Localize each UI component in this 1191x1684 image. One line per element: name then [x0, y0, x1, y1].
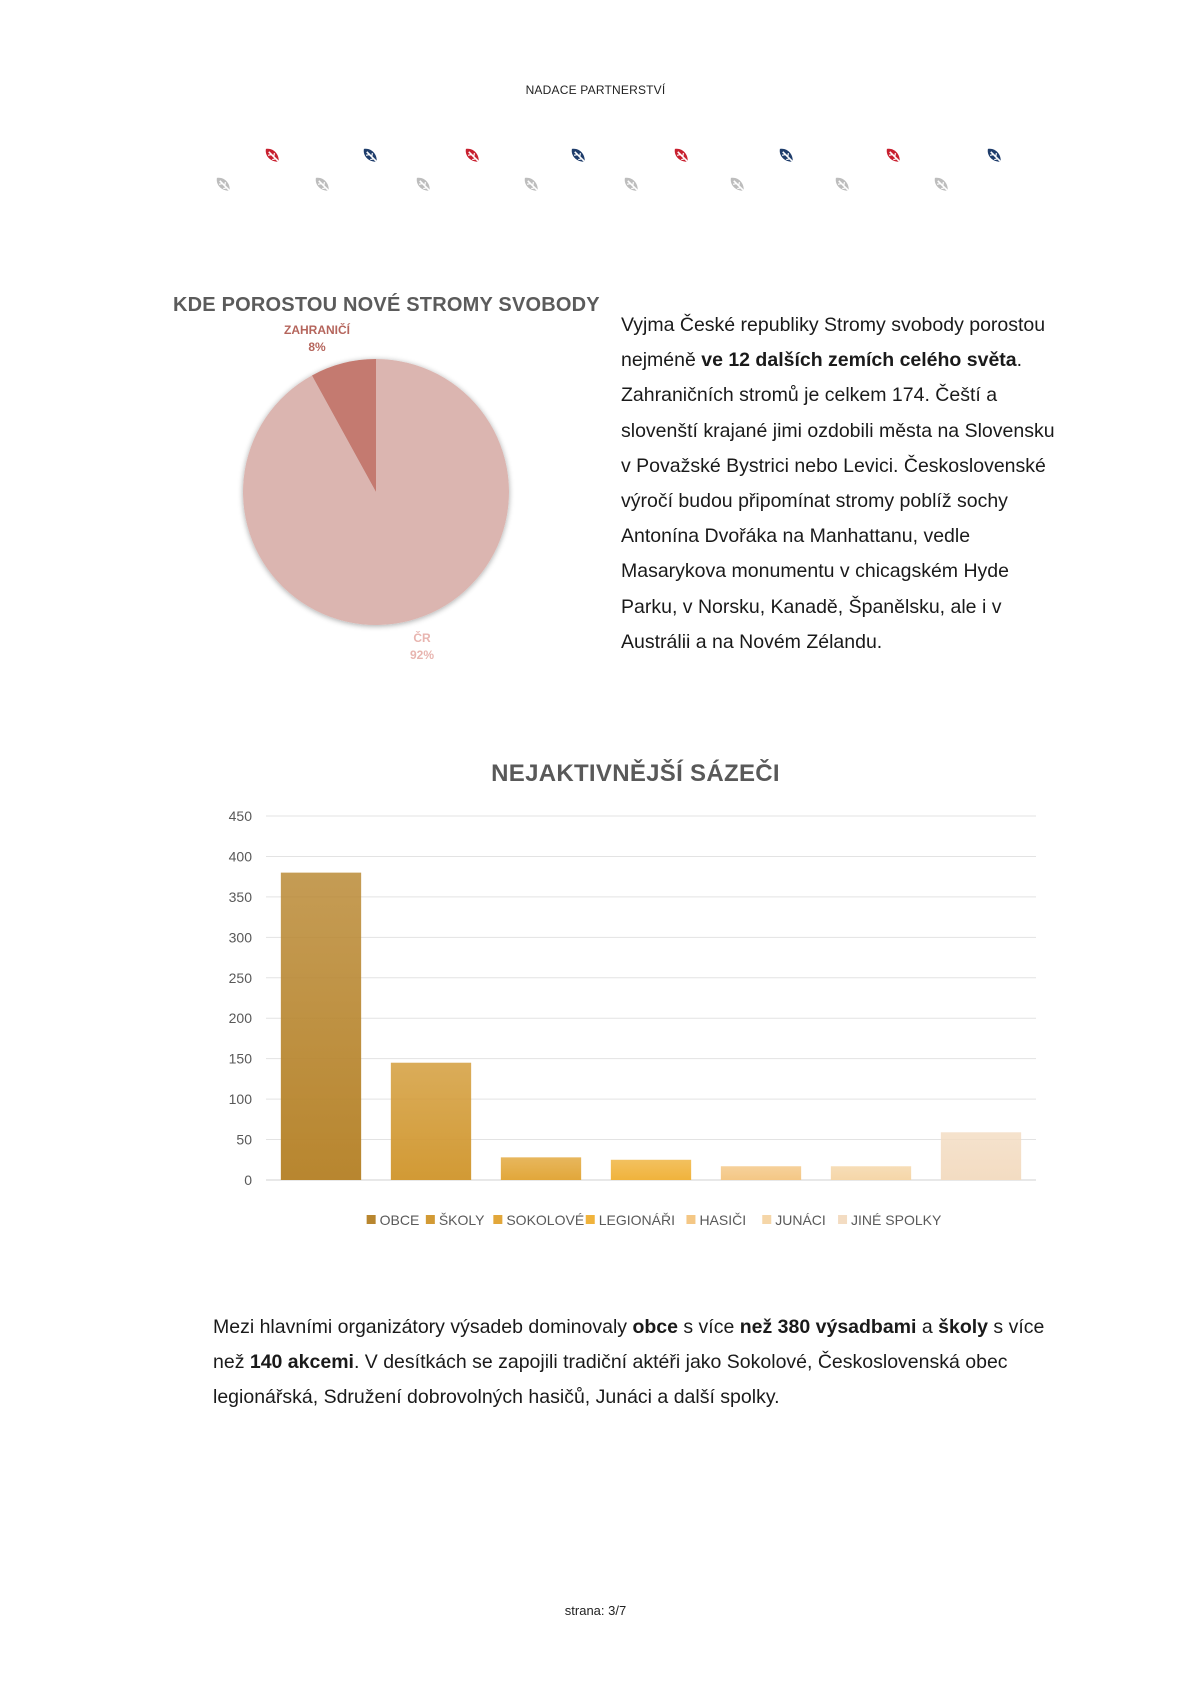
bottom-text-2: s více: [677, 1316, 740, 1338]
legend-swatch: [586, 1215, 595, 1224]
pie-label-cr-pct: 92%: [409, 648, 435, 662]
leaf-icon: [931, 174, 953, 196]
y-tick-label: 50: [236, 1131, 252, 1148]
y-tick-label: 250: [228, 969, 252, 986]
pie-label-abroad-pct: 8%: [308, 340, 326, 354]
bar-junáci: [831, 1166, 911, 1180]
pie-slice-1: [243, 359, 509, 625]
bar-chart-title: NEJAKTIVNĚJŠÍ SÁZEČI: [491, 760, 780, 787]
bottom-paragraph: [213, 1310, 1073, 1416]
legend-swatch: [426, 1215, 435, 1224]
bar-hasiči: [721, 1166, 801, 1180]
bottom-bold-3: školy: [938, 1316, 988, 1338]
pie-label-cr: [402, 630, 442, 664]
bar-školy: [391, 1063, 471, 1180]
legend-label: HASIČI: [699, 1212, 747, 1228]
leaf-icon: [727, 174, 749, 196]
y-tick-label: 300: [228, 929, 252, 946]
y-tick-label: 450: [228, 808, 252, 824]
bottom-bold-2: než 380 výsadbami: [739, 1316, 917, 1338]
legend-label: SOKOLOVÉ: [506, 1212, 585, 1228]
bar-obce: [281, 873, 361, 1180]
bar-sokolové: [501, 1157, 581, 1180]
bottom-bold-4: 140 akcemi: [249, 1351, 354, 1374]
legend-label: JUNÁCI: [775, 1212, 826, 1228]
legend-label: ŠKOLY: [438, 1212, 485, 1228]
legend-label: OBCE: [379, 1212, 420, 1228]
pie-chart-title: KDE POROSTOU NOVÉ STROMY SVOBODY: [173, 294, 600, 316]
leaf-icon: [776, 145, 798, 167]
bar-chart: [200, 800, 1060, 1240]
pie-chart: [240, 356, 512, 628]
legend-label: JINÉ SPOLKY: [851, 1212, 942, 1228]
pie-label-abroad: [272, 322, 362, 356]
side-paragraph: [621, 308, 1061, 660]
legend-swatch: [686, 1215, 695, 1224]
y-tick-label: 150: [228, 1050, 252, 1067]
y-tick-label: 350: [228, 888, 252, 905]
y-tick-label: 400: [228, 848, 252, 865]
legend-label: LEGIONÁŘI: [598, 1212, 675, 1228]
legend-swatch: [493, 1215, 502, 1224]
bottom-bold-1: obce: [632, 1316, 678, 1338]
leaf-icon: [832, 174, 854, 196]
bottom-text-5: . V desítkách se zapojili tradiční aktéři jako Sokolové, Československá obec legionářská, Sdružení dobrovolných hasičů, Junáci a další spolky.: [213, 1351, 1008, 1409]
leaf-icon: [671, 145, 693, 167]
header-org: NADACE PARTNERSTVÍ: [525, 83, 666, 97]
legend-swatch: [762, 1215, 771, 1224]
bottom-text-4: s více než: [213, 1316, 1045, 1374]
leaf-icon: [521, 174, 543, 196]
pie-label-abroad-name: ZAHRANIČÍ: [284, 323, 350, 337]
y-tick-label: 200: [228, 1010, 252, 1027]
pie-label-cr-name: ČR: [413, 631, 431, 645]
y-tick-label: 100: [228, 1091, 252, 1108]
side-text-2: . Zahraničních stromů je celkem 174. Čeští a slovenští krajané jimi ozdobili města na Slovensku v Považské Bystrici nebo Levici. Československé výročí budou připomínat stromy poblíž sochy Antonína Dvořáka na Manhattanu, vedle Masarykova monumentu v chicagském Hyde Parku, v Norsku, Kanadě, Španělsku, ale i v Austrálii a na Novém Zélandu.: [621, 349, 1055, 653]
y-tick-label: 0: [244, 1172, 252, 1188]
side-text-bold: ve 12 dalších zemích celého světa: [701, 349, 1017, 372]
leaf-icon: [621, 174, 643, 196]
legend-swatch: [838, 1215, 847, 1224]
leaf-icon: [883, 145, 905, 167]
bottom-text-3: a: [916, 1316, 939, 1338]
leaf-icon: [262, 145, 284, 167]
bar-legionáři: [611, 1160, 691, 1180]
leaf-icon: [462, 145, 484, 167]
leaf-icon: [312, 174, 334, 196]
leaf-icon: [213, 174, 235, 196]
bar-jiné-spolky: [941, 1132, 1021, 1180]
leaf-icon: [568, 145, 590, 167]
legend-swatch: [367, 1215, 376, 1224]
leaf-icon: [360, 145, 382, 167]
side-text-1: Vyjma České republiky Stromy svobody porostou nejméně: [621, 314, 1046, 372]
leaf-icon: [984, 145, 1006, 167]
leaf-icon: [413, 174, 435, 196]
bottom-text-1: Mezi hlavními organizátory výsadeb dominovaly: [213, 1316, 633, 1338]
page-number: strana: 3/7: [564, 1603, 627, 1618]
